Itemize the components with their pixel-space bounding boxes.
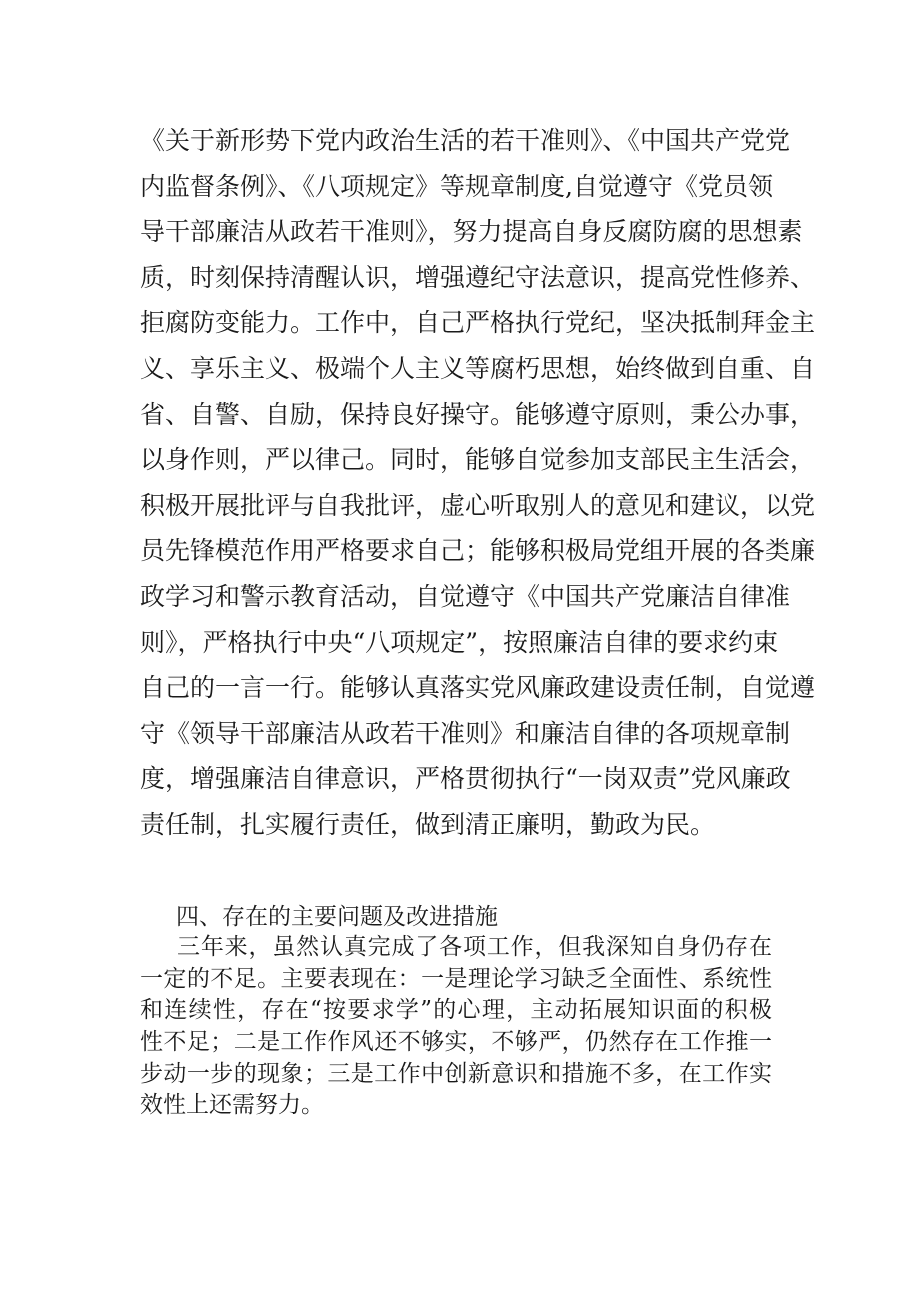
paragraph-line: 义、享乐主义、极端个人主义等腐朽思想，始终做到自重、自 [140, 353, 816, 383]
section4-paragraph [140, 932, 772, 1122]
paragraph-line: 三年来，虽然认真完成了各项工作，但我深知自身仍存在 [177, 934, 772, 960]
paragraph-line: 员先锋模范作用严格要求自己；能够积极局党组开展的各类廉 [140, 536, 816, 566]
paragraph-line: 责任制，扎实履行责任，做到清正廉明，勤政为民。 [140, 809, 716, 839]
paragraph-line: 质，时刻保持清醒认识，增强遵纪守法意识，提高党性修养、 [140, 262, 816, 292]
paragraph-line: 度，增强廉洁自律意识，严格贯彻执行“一岗双责”党风廉政 [140, 764, 791, 794]
paragraph-line: 内监督条例》、《八项规定》等规章制度,自觉遵守《党员领 [140, 171, 773, 201]
paragraph-line: 导干部廉洁从政若干准则》，努力提高自身反腐防腐的思想素 [140, 217, 803, 247]
paragraph-line: 自己的一言一行。能够认真落实党风廉政建设责任制，自觉遵 [140, 673, 816, 703]
section-heading: 四、存在的主要问题及改进措施 [176, 904, 498, 930]
paragraph-line: 效性上还需努力。 [140, 1092, 324, 1119]
paragraph-line: 和连续性，存在“按要求学”的心理，主动拓展知识面的积极 [140, 997, 772, 1024]
paragraph-line: 守《领导干部廉洁从政若干准则》和廉洁自律的各项规章制 [140, 718, 791, 748]
paragraph-line: 则》，严格执行中央“八项规定”，按照廉洁自律的要求约束 [140, 627, 779, 657]
paragraph-line: 政学习和警示教育活动，自觉遵守《中国共产党廉洁自律准 [140, 581, 791, 611]
paragraph-line: 积极开展批评与自我批评，虚心听取别人的意见和建议，以党 [140, 490, 816, 520]
paragraph-line: 《关于新形势下党内政治生活的若干准则》、《中国共产党党 [140, 126, 791, 155]
paragraph-line: 以身作则，严以律己。同时，能够自觉参加支部民主生活会， [140, 445, 816, 475]
section3-paragraph [140, 118, 816, 848]
paragraph-line: 步动一步的现象；三是工作中创新意识和措施不多，在工作实 [140, 1060, 772, 1087]
paragraph-line: 一定的不足。主要表现在：一是理论学习缺乏全面性、系统性 [140, 965, 772, 992]
paragraph-line: 拒腐防变能力。工作中，自己严格执行党纪，坚决抵制拜金主 [140, 308, 816, 338]
paragraph-line: 省、自警、自励，保持良好操守。能够遵守原则，秉公办事， [140, 399, 816, 429]
paragraph-line: 性不足；二是工作作风还不够实，不够严，仍然存在工作推一 [140, 1029, 772, 1056]
